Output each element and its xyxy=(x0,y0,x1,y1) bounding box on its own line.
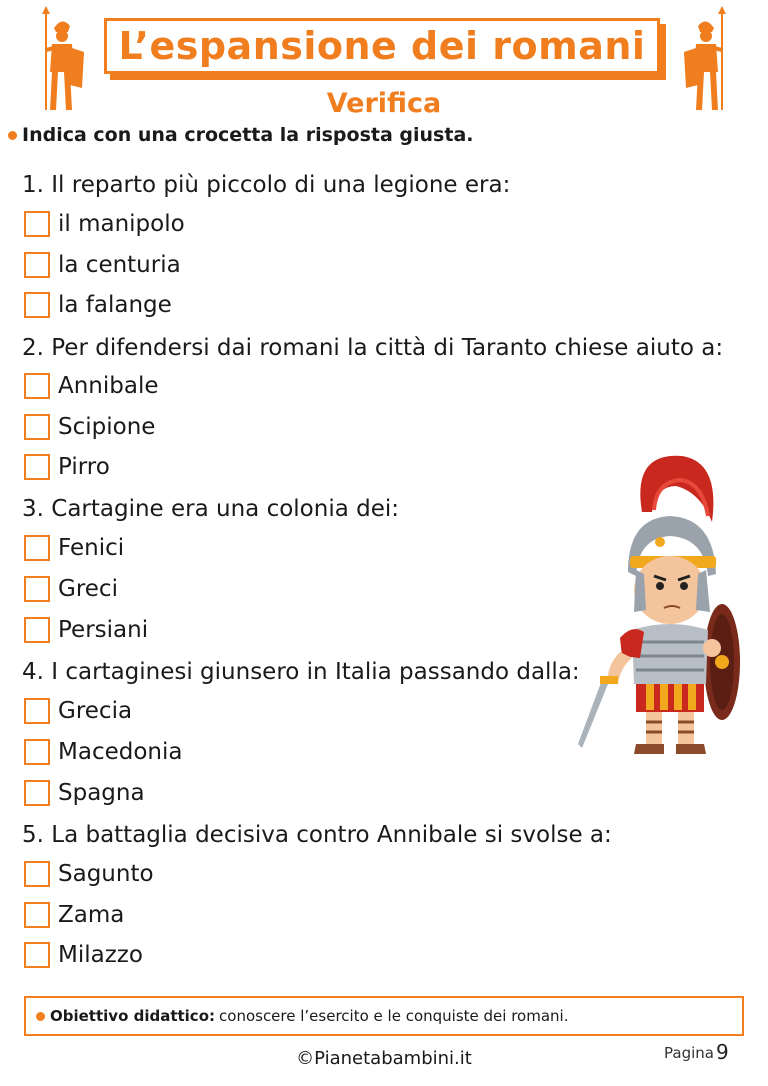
option-4c[interactable] xyxy=(24,780,145,806)
bullet-icon xyxy=(36,1012,45,1021)
checkbox[interactable] xyxy=(24,780,50,806)
checkbox[interactable] xyxy=(24,698,50,724)
option-4b[interactable] xyxy=(24,739,182,765)
option-label: Milazzo xyxy=(58,942,143,968)
roman-legionary-illustration xyxy=(572,452,748,762)
checkbox[interactable] xyxy=(24,739,50,765)
question-3: 3. Cartagine era una colonia dei: xyxy=(22,496,400,522)
title-box xyxy=(104,18,660,74)
option-label: Pirro xyxy=(58,454,110,480)
checkbox[interactable] xyxy=(24,211,50,237)
objective-label: Obiettivo didattico: xyxy=(50,1007,216,1025)
objective-box xyxy=(24,996,744,1036)
page-label: Pagina xyxy=(664,1044,714,1062)
option-5a[interactable] xyxy=(24,861,154,887)
option-2b[interactable] xyxy=(24,414,155,440)
checkbox[interactable] xyxy=(24,292,50,318)
page-subtitle: Verifica xyxy=(326,88,442,119)
question-2: 2. Per difendersi dai romani la città di Taranto chiese aiuto a: xyxy=(22,335,724,361)
option-5c[interactable] xyxy=(24,942,143,968)
option-label: Spagna xyxy=(58,780,145,806)
checkbox[interactable] xyxy=(24,252,50,278)
option-label: Zama xyxy=(58,902,125,928)
checkbox[interactable] xyxy=(24,902,50,928)
checkbox[interactable] xyxy=(24,942,50,968)
instruction-text: Indica con una crocetta la risposta giusta. xyxy=(22,124,474,146)
question-5: 5. La battaglia decisiva contro Annibale si svolse a: xyxy=(22,822,612,848)
option-3c[interactable] xyxy=(24,617,148,643)
checkbox[interactable] xyxy=(24,373,50,399)
option-1a[interactable] xyxy=(24,211,185,237)
page-title: L’espansione dei romani xyxy=(118,24,646,68)
option-1c[interactable] xyxy=(24,292,172,318)
option-label: Sagunto xyxy=(58,861,154,887)
page-number: 9 xyxy=(716,1040,729,1064)
instruction xyxy=(8,124,473,146)
option-5b[interactable] xyxy=(24,902,124,928)
option-label: il manipolo xyxy=(58,211,185,237)
checkbox[interactable] xyxy=(24,414,50,440)
option-4a[interactable] xyxy=(24,698,132,724)
copyright: ©Pianetabambini.it xyxy=(296,1048,472,1069)
option-label: Grecia xyxy=(58,698,133,724)
option-label: la falange xyxy=(58,292,172,318)
option-2c[interactable] xyxy=(24,454,110,480)
option-2a[interactable] xyxy=(24,373,159,399)
option-label: Annibale xyxy=(58,373,159,399)
option-1b[interactable] xyxy=(24,252,181,278)
option-label: Greci xyxy=(58,576,118,602)
option-label: Fenici xyxy=(58,535,125,561)
checkbox[interactable] xyxy=(24,576,50,602)
question-4: 4. I cartaginesi giunsero in Italia passando dalla: xyxy=(22,659,580,685)
option-3a[interactable] xyxy=(24,535,124,561)
option-label: Scipione xyxy=(58,414,156,440)
checkbox[interactable] xyxy=(24,861,50,887)
option-label: la centuria xyxy=(58,252,181,278)
bullet-icon xyxy=(8,131,17,140)
checkbox[interactable] xyxy=(24,617,50,643)
question-1: 1. Il reparto più piccolo di una legione era: xyxy=(22,172,511,198)
objective-text: conoscere l’esercito e le conquiste dei romani. xyxy=(219,1007,569,1025)
checkbox[interactable] xyxy=(24,535,50,561)
option-3b[interactable] xyxy=(24,576,118,602)
option-label: Macedonia xyxy=(58,739,183,765)
option-label: Persiani xyxy=(58,617,149,643)
checkbox[interactable] xyxy=(24,454,50,480)
